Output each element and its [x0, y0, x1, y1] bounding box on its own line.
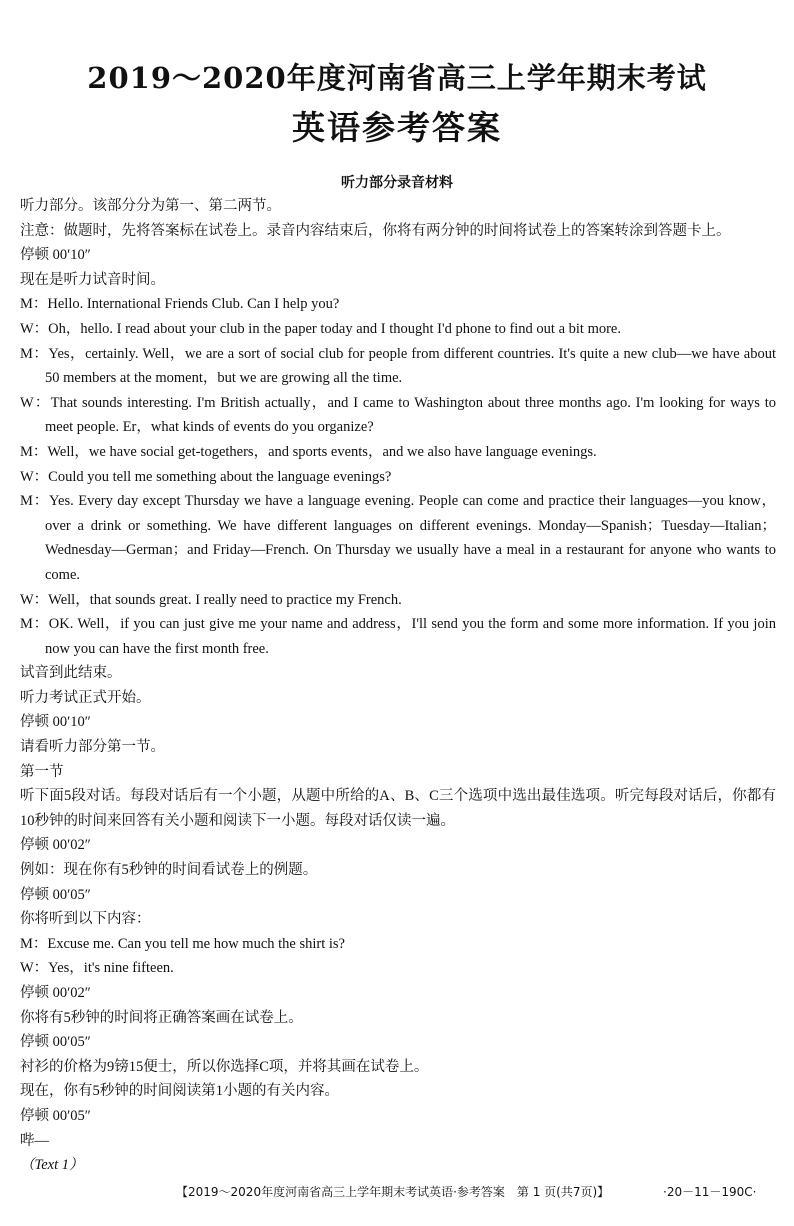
section-title: 听力部分录音材料 [341, 175, 453, 191]
dialogue-line: M：Excuse me. Can you tell me how much the shirt is? [20, 935, 345, 952]
dialogue-line: W：Could you tell me something about the language evenings? [20, 468, 392, 485]
text-line: 请看听力部分第一节。 [20, 739, 165, 756]
dialogue-line: M：Yes，certainly. Well，we are a sort of social club for people from different countries. It's quite a new club—we have about 50 members at the moment，but we are growing all the time. [20, 345, 776, 387]
text-line: 停顿 00′02″ [20, 985, 91, 1001]
dialogue-line: W：Well，that sounds great. I really need to practice my French. [20, 591, 402, 608]
text-line: 第一节 [20, 763, 64, 780]
document-title: 2019～2020年度河南省高三上学年期末考试 [87, 61, 707, 95]
text-line: 停顿 00′02″ [20, 837, 91, 854]
text-line: 哔— [20, 1132, 49, 1149]
text-line: 试音到此结束。 [20, 665, 122, 682]
dialogue-line: M：OK. Well，if you can just give me your name and address，I'll send you the form and some more information. If you join now you can have the first month free. [20, 616, 776, 657]
text-line: 停顿 00′05″ [20, 1034, 91, 1051]
dialogue-line: W：That sounds interesting. I'm British actually，and I came to Washington about three months ago. I'm looking for ways to meet people. Er，what kinds of events do you organize? [20, 394, 776, 436]
text-line: 停顿 00′05″ [20, 886, 91, 903]
text-line: 听力部分。该部分分为第一、第二两节。 [20, 198, 281, 214]
text-line: 你将听到以下内容： [20, 911, 151, 928]
text-marker: （Text 1） [20, 1157, 84, 1174]
text-line: 听力考试正式开始。 [20, 689, 151, 706]
transcript-body [20, 194, 776, 1178]
dialogue-line: W：Yes，it's nine fifteen. [20, 960, 174, 977]
text-line: 衬衫的价格为9镑15便士，所以你选择C项，并将其画在试卷上。 [20, 1058, 429, 1075]
dialogue-line: M：Well，we have social get-togethers，and sports events，and we also have language evenings. [20, 443, 597, 460]
text-line: 注意：做题时，先将答案标在试卷上。录音内容结束后，你将有两分钟的时间将试卷上的答案转涂到答题卡上。 [20, 222, 731, 239]
text-line: 你将有5秒钟的时间将正确答案画在试卷上。 [20, 1009, 303, 1026]
text-line: 停顿 00′10″ [20, 714, 91, 731]
text-line: 例如：现在你有5秒钟的时间看试卷上的例题。 [20, 862, 318, 879]
text-line: 停顿 00′10″ [20, 247, 91, 264]
dialogue-line: M：Yes. Every day except Thursday we have a language evening. People can come and practice their languages—you know，over a drink or something. We have different languages on different evenings. Monday—Spanish；Tuesday—Italian；Wednesday—German；and Friday—French. On Thursday we usually have a meal in a restaurant for anyone who wants to come. [20, 493, 776, 583]
text-line: 现在是听力试音时间。 [20, 271, 165, 288]
dialogue-line: W：Oh，hello. I read about your club in the paper today and I thought I'd phone to find out a bit more. [20, 320, 621, 337]
document-subtitle: 英语参考答案 [292, 108, 502, 147]
text-line: 听下面5段对话。每段对话后有一个小题，从题中所给的A、B、C三个选项中选出最佳选项。听完每段对话后，你都有10秒钟的时间来回答有关小题和阅读下一小题。每段对话仅读一遍。 [20, 788, 776, 829]
text-line: 现在，你有5秒钟的时间阅读第1小题的有关内容。 [20, 1083, 339, 1100]
dialogue-line: M：Hello. International Friends Club. Can I help you? [20, 296, 340, 313]
document-code: ·20－11－190C· [663, 1185, 757, 1199]
page-footer: 【2019～2020年度河南省高三上学年期末考试英语·参考答案 第 1 页(共7页)】 [176, 1185, 610, 1199]
text-line: 停顿 00′05″ [20, 1107, 91, 1124]
